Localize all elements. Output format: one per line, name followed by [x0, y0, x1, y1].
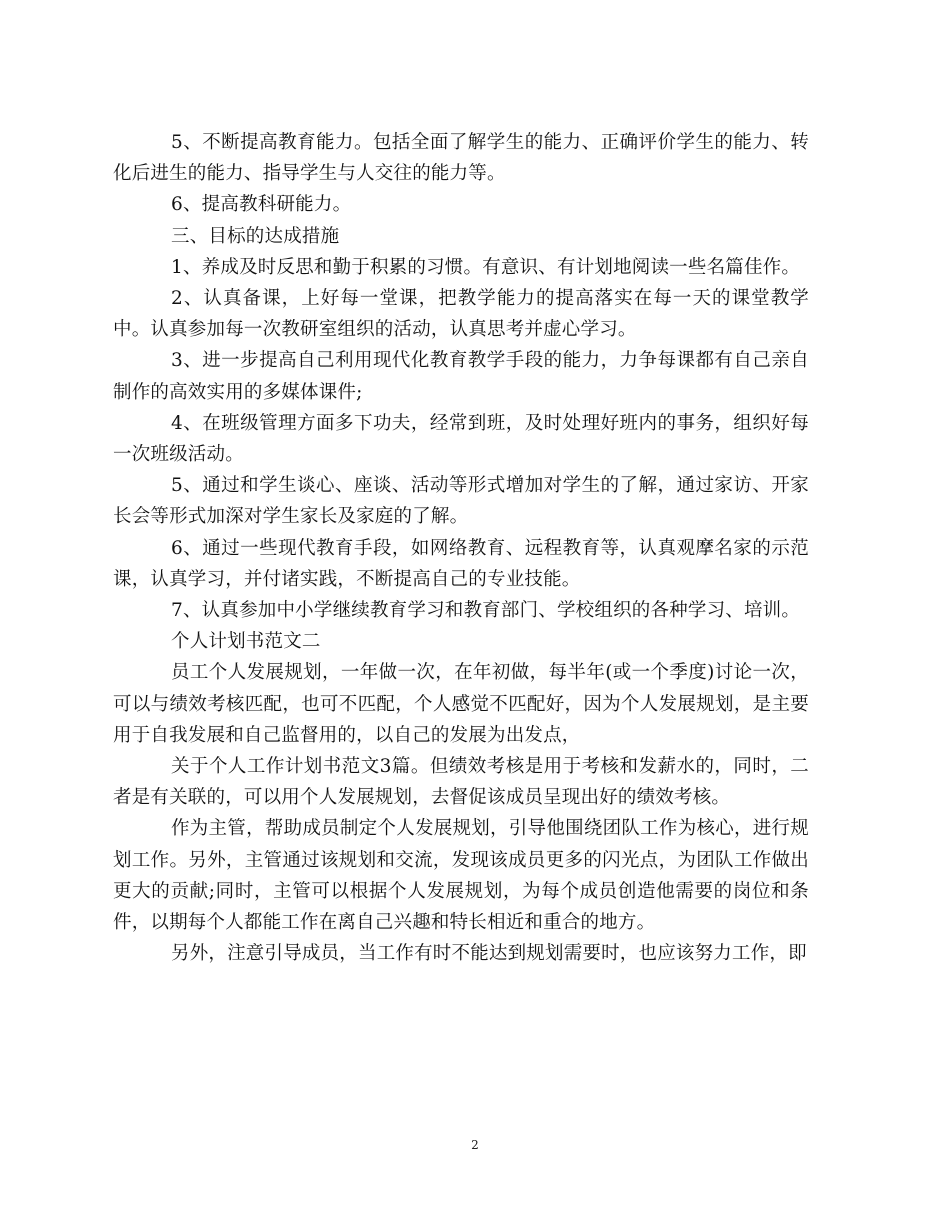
paragraph: 4、在班级管理方面多下功夫，经常到班，及时处理好班内的事务，组织好每一次班级活动。	[113, 412, 809, 466]
paragraph: 5、通过和学生谈心、座谈、活动等形式增加对学生的了解，通过家访、开家长会等形式加深对学生家长及家庭的了解。	[113, 475, 809, 528]
section-heading: 个人计划书范文二	[171, 631, 321, 653]
section-heading: 三、目标的达成措施	[171, 225, 340, 247]
paragraph: 另外，注意引导成员，当工作有时不能达到规划需要时，也应该努力工作，即	[171, 943, 807, 965]
paragraph: 1、养成及时反思和勤于积累的习惯。有意识、有计划地阅读一些名篇佳作。	[171, 256, 801, 278]
paragraph: 2、认真备课，上好每一堂课，把教学能力的提高落实在每一天的课堂教学中。认真参加每一次教研室组织的活动，认真思考并虚心学习。	[113, 288, 809, 341]
paragraph: 3、进一步提高自己利用现代化教育教学手段的能力，力争每课都有自己亲自制作的高效实用的多媒体课件;	[113, 350, 809, 403]
paragraph: 员工个人发展规划，一年做一次，在年初做，每半年(或一个季度)讨论一次，可以与绩效考核匹配，也可不匹配，个人感觉不匹配好，因为个人发展规划，是主要用于自我发展和自己监督用的，以自己的发展为出发点，	[113, 662, 809, 746]
paragraph: 5、不断提高教育能力。包括全面了解学生的能力、正确评价学生的能力、转化后进生的能力、指导学生与人交往的能力等。	[113, 132, 809, 185]
paragraph: 关于个人工作计划书范文3篇。但绩效考核是用于考核和发薪水的，同时，二者是有关联的，可以用个人发展规划，去督促该成员呈现出好的绩效考核。	[113, 756, 809, 809]
paragraph: 7、认真参加中小学继续教育学习和教育部门、学校组织的各种学习、培训。	[171, 600, 801, 622]
document-body	[113, 127, 809, 969]
paragraph: 作为主管，帮助成员制定个人发展规划，引导他围绕团队工作为核心，进行规划工作。另外，主管通过该规划和交流，发现该成员更多的闪光点，为团队工作做出更大的贡献;同时，主管可以根据个人发展规划，为每个成员创造他需要的岗位和条件，以期每个人都能工作在离自己兴趣和特长相近和重合的地方。	[113, 818, 809, 934]
page-number: 2	[471, 1138, 479, 1152]
paragraph: 6、通过一些现代教育手段，如网络教育、远程教育等，认真观摩名家的示范课，认真学习，并付诸实践，不断提高自己的专业技能。	[113, 537, 809, 590]
paragraph: 6、提高教科研能力。	[171, 194, 352, 216]
